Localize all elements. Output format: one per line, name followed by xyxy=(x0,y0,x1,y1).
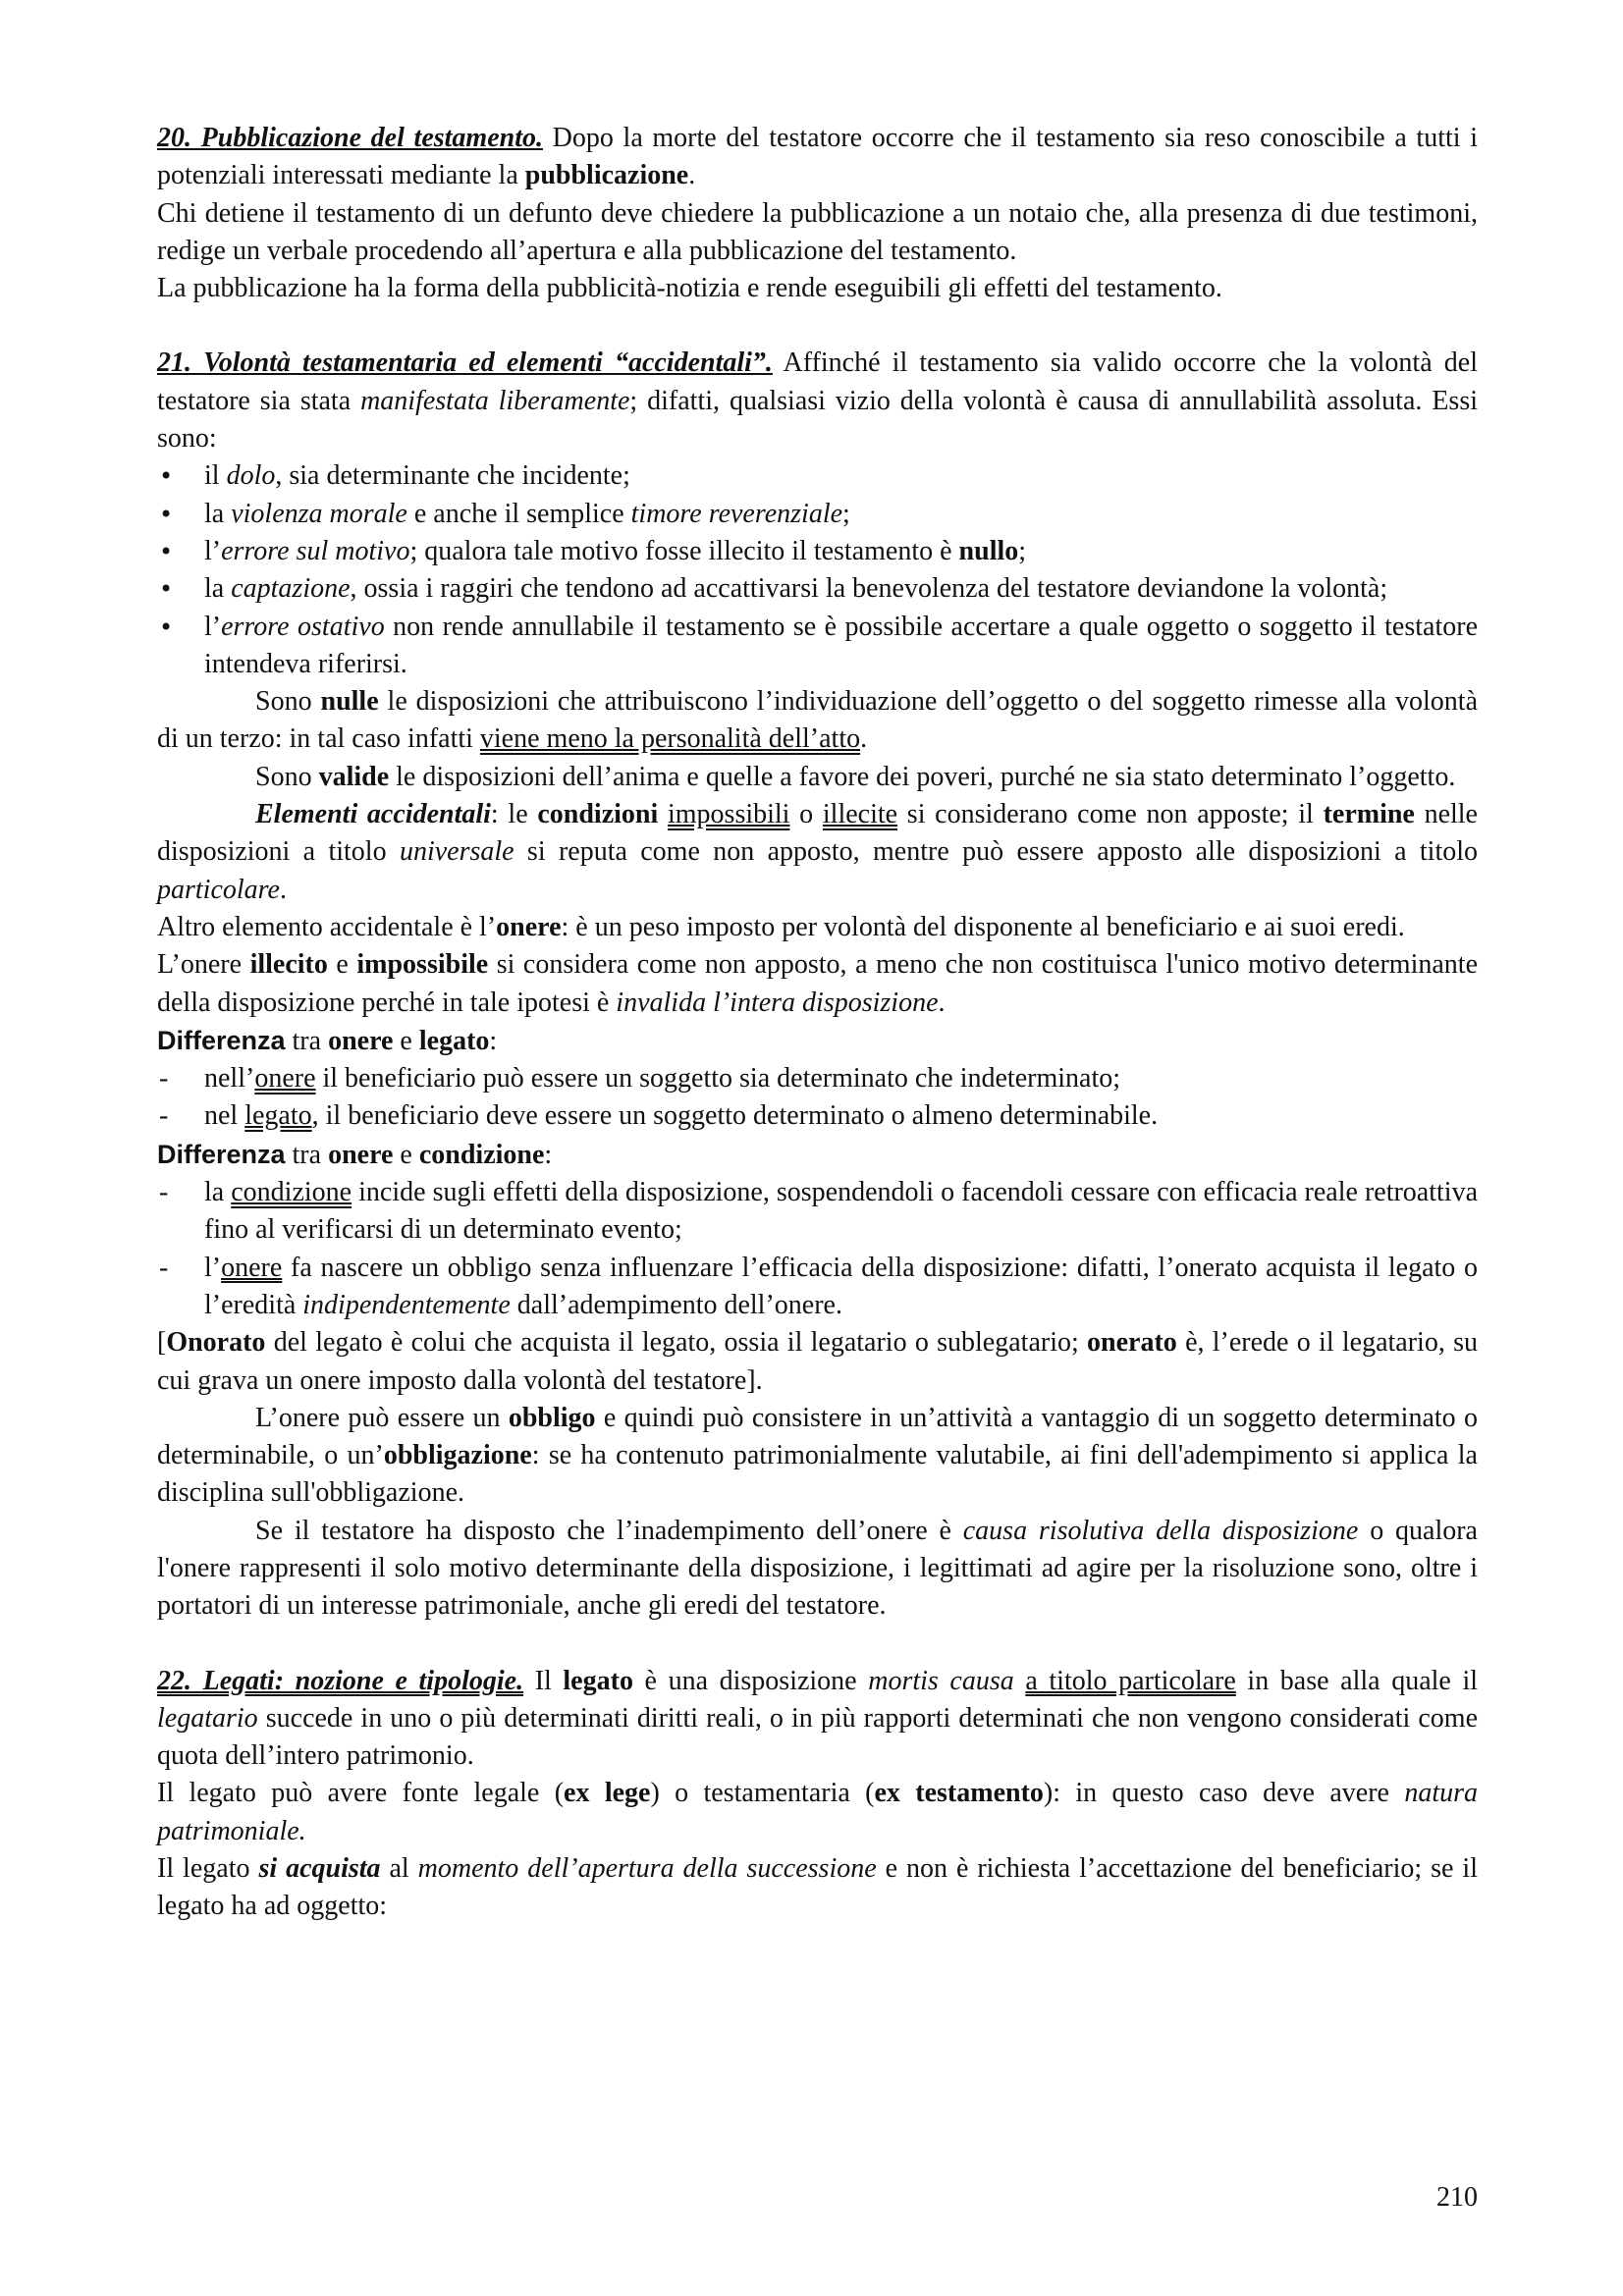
list-item: - la condizione incide sugli effetti della disposizione, sospendendoli o facendoli cessare con efficacia reale retroattiva fino al verificarsi di un determinato evento; xyxy=(157,1174,1478,1250)
list-item: • l’errore sul motivo; qualora tale motivo fosse illecito il testamento è nullo; xyxy=(157,533,1478,570)
differenza-onere-condizione-heading: Differenza tra onere e condizione: xyxy=(157,1139,553,1170)
section-20-title: 20. Pubblicazione del testamento. xyxy=(157,123,543,153)
elementi-accidentali-paragraph: Elementi accidentali: le condizioni impossibili o illecite si considerano come non apposte; il termine nelle disposizioni a titolo universale si reputa come non apposto, mentre può essere apposto alle disposizioni a titolo particolare. xyxy=(157,799,1478,905)
list-item: - l’onere fa nascere un obbligo senza influenzare l’efficacia della disposizione: difatti, l’onerato acquista il legato o l’eredità indipendentemente dall’adempimento dell’onere. xyxy=(157,1250,1478,1325)
section-21-intro: 21. Volontà testamentaria ed elementi “accidentali”. Affinché il testamento sia valido occorre che la volontà del testatore sia stata manifestata liberamente; difatti, qualsiasi vizio della volontà è causa di annullabilità assoluta. Essi sono: xyxy=(157,347,1478,454)
list-item: • l’errore ostativo non rende annullabile il testamento se è possibile accertare a quale oggetto o soggetto il testatore intendeva riferirsi. xyxy=(157,609,1478,684)
nulle-paragraph: Sono nulle le disposizioni che attribuiscono l’individuazione dell’oggetto o del soggetto rimesse alla volontà di un terzo: in tal caso infatti viene meno la personalità dell’atto. xyxy=(157,686,1479,755)
differenza-onere-legato-list xyxy=(157,1060,1478,1136)
list-item: - nel legato, il beneficiario deve essere un soggetto determinato o almeno determinabile. xyxy=(157,1097,1478,1135)
list-item: • la captazione, ossia i raggiri che tendono ad accattivarsi la benevolenza del testatore deviandone la volontà; xyxy=(157,570,1478,608)
page-number: 210 xyxy=(1436,2182,1478,2213)
section-21-title: 21. Volontà testamentaria ed elementi “accidentali”. xyxy=(157,347,773,379)
onere-paragraph: Altro elemento accidentale è l’onere: è un peso imposto per volontà del disponente al beneficiario e ai suoi eredi. xyxy=(157,911,1405,942)
section-20-paragraph: La pubblicazione ha la forma della pubblicità-notizia e rende eseguibili gli effetti del testamento. xyxy=(157,273,1222,304)
risoluzione-paragraph: Se il testatore ha disposto che l’inadempimento dell’onere è causa risolutiva della disposizione o qualora l'onere rappresenti il solo motivo determinante della disposizione, i legittimati ad agire per la risoluzione sono, oltre i portatori di un interesse patrimoniale, anche gli eredi del testatore. xyxy=(157,1515,1478,1622)
document-page xyxy=(157,120,1478,1926)
list-item: • il dolo, sia determinante che incidente; xyxy=(157,457,1478,495)
section-20-intro: 20. Pubblicazione del testamento. Dopo la morte del testatore occorre che il testamento sia reso conoscibile a tutti i potenziali interessati mediante la pubblicazione. xyxy=(157,123,1478,191)
section-22-intro: 22. Legati: nozione e tipologie. Il legato è una disposizione mortis causa a titolo particolare in base alla quale il legatario succede in uno o più determinati diritti reali, o in più rapporti determinati che non vengono considerati come quota dell’intero patrimonio. xyxy=(157,1665,1478,1772)
differenza-onere-condizione-list xyxy=(157,1174,1478,1324)
acquisto-legato-paragraph: Il legato si acquista al momento dell’apertura della successione e non è richiesta l’accettazione del beneficiario; se il legato ha ad oggetto: xyxy=(157,1853,1478,1922)
onorato-onerato-note: [Onorato del legato è colui che acquista il legato, ossia il legatario o sublegatario; onerato è, l’erede o il legatario, su cui grava un onere imposto dalla volontà del testatore]. xyxy=(157,1327,1478,1396)
valide-paragraph: Sono valide le disposizioni dell’anima e quelle a favore dei poveri, purché ne sia stato determinato l’oggetto. xyxy=(255,761,1456,792)
list-item: • la violenza morale e anche il semplice timore reverenziale; xyxy=(157,496,1478,533)
section-22-title: 22. Legati: nozione e tipologie. xyxy=(157,1665,524,1696)
fonte-legato-paragraph: Il legato può avere fonte legale (ex lege) o testamentaria (ex testamento): in questo caso deve avere natura patrimoniale. xyxy=(157,1778,1479,1846)
obbligo-paragraph: L’onere può essere un obbligo e quindi può consistere in un’attività a vantaggio di un soggetto determinato o determinabile, o un’obbligazione: se ha contenuto patrimonialmente valutabile, ai fini dell'adempimento si applica la disciplina sull'obbligazione. xyxy=(157,1402,1479,1509)
differenza-onere-legato-heading: Differenza tra onere e legato: xyxy=(157,1025,498,1056)
section-20-paragraph: Chi detiene il testamento di un defunto deve chiedere la pubblicazione a un notaio che, alla presenza di due testimoni, redige un verbale procedendo all’apertura e alla pubblicazione del testamento. xyxy=(157,197,1478,266)
onere-illecito-paragraph: L’onere illecito e impossibile si considera come non apposto, a meno che non costituisca l'unico motivo determinante della disposizione perché in tale ipotesi è invalida l’intera disposizione. xyxy=(157,949,1478,1018)
list-item: - nell’onere il beneficiario può essere un soggetto sia determinato che indeterminato; xyxy=(157,1060,1478,1097)
vizi-list xyxy=(157,457,1478,683)
